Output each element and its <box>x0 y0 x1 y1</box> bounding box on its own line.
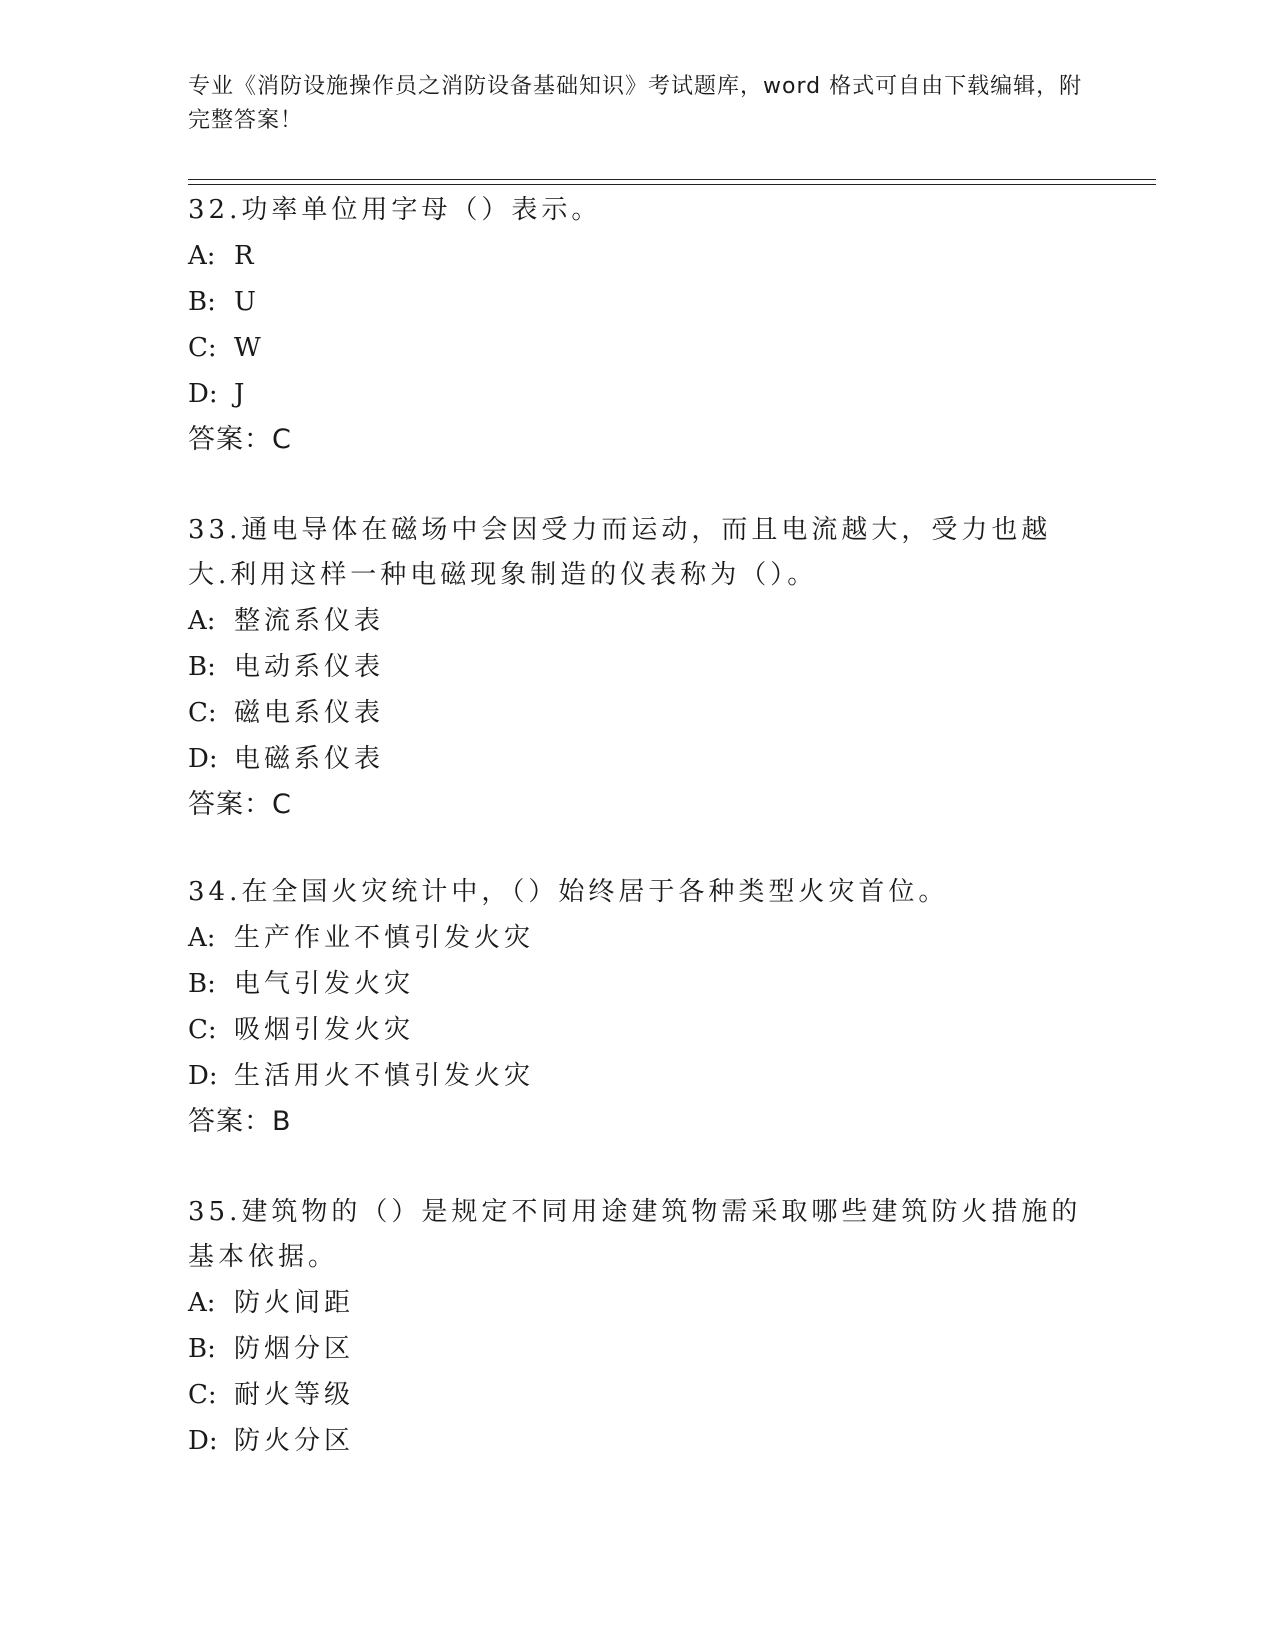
question-32 <box>188 188 1088 463</box>
option-text: 整流系仪表 <box>234 606 385 636</box>
option-text: J <box>234 379 249 409</box>
option-d <box>188 1053 1088 1099</box>
document-header: 专业《消防设施操作员之消防设备基础知识》考试题库，word 格式可自由下载编辑，附完整答案！ <box>188 74 1083 133</box>
option-text: 生活用火不慎引发火灾 <box>234 1061 535 1091</box>
option-text: 防火间距 <box>234 1288 355 1318</box>
question-34 <box>188 870 1088 1145</box>
option-letter: C: <box>188 1380 217 1410</box>
option-text: 电磁系仪表 <box>234 744 385 774</box>
option-letter: B: <box>188 969 216 999</box>
option-letter: B: <box>188 1334 216 1364</box>
option-d <box>188 1418 1088 1464</box>
answer-value: C <box>272 789 292 820</box>
option-text: 吸烟引发火灾 <box>234 1015 415 1045</box>
option-c <box>188 325 1088 371</box>
option-d <box>188 371 1088 417</box>
option-text: U <box>234 287 260 317</box>
option-b <box>188 1326 1088 1372</box>
answer-line <box>188 417 1088 463</box>
answer-prefix: 答案： <box>188 1106 272 1137</box>
option-a <box>188 915 1088 961</box>
option-a <box>188 598 1088 644</box>
header-divider-top <box>188 179 1156 180</box>
option-a <box>188 233 1088 279</box>
option-text: 电气引发火灾 <box>234 969 415 999</box>
option-letter: C: <box>188 1015 217 1045</box>
question-33 <box>188 508 1088 828</box>
answer-value: C <box>272 424 292 455</box>
option-b <box>188 279 1088 325</box>
option-text: 磁电系仪表 <box>234 698 385 728</box>
answer-prefix: 答案： <box>188 424 272 455</box>
option-letter: A: <box>188 606 216 636</box>
option-text: 防烟分区 <box>234 1334 355 1364</box>
option-text: R <box>234 241 258 271</box>
answer-line <box>188 782 1088 828</box>
option-letter: A: <box>188 923 216 953</box>
answer-line <box>188 1099 1088 1145</box>
option-letter: B: <box>188 652 216 682</box>
option-text: 生产作业不慎引发火灾 <box>234 923 535 953</box>
option-c <box>188 1372 1088 1418</box>
question-stem: 34.在全国火灾统计中，（）始终居于各种类型火灾首位。 <box>188 877 949 907</box>
option-letter: D: <box>188 744 218 774</box>
option-letter: B: <box>188 287 216 317</box>
option-d <box>188 736 1088 782</box>
option-c <box>188 1007 1088 1053</box>
option-a <box>188 1280 1088 1326</box>
header-divider-bottom <box>188 184 1156 185</box>
answer-value: B <box>272 1106 292 1137</box>
option-c <box>188 690 1088 736</box>
option-text: 耐火等级 <box>234 1380 355 1410</box>
option-letter: C: <box>188 698 217 728</box>
option-text: 防火分区 <box>234 1426 355 1456</box>
option-letter: D: <box>188 1426 218 1456</box>
option-letter: C: <box>188 333 217 363</box>
option-letter: A: <box>188 1288 216 1318</box>
option-text: W <box>234 333 265 363</box>
question-35 <box>188 1190 1088 1464</box>
option-letter: D: <box>188 379 218 409</box>
question-stem: 33.通电导体在磁场中会因受力而运动，而且电流越大，受力也越大.利用这样一种电磁现象制造的仪表称为（）。 <box>188 515 1052 590</box>
option-letter: D: <box>188 1061 218 1091</box>
option-b <box>188 961 1088 1007</box>
option-b <box>188 644 1088 690</box>
question-stem: 35.建筑物的（）是规定不同用途建筑物需采取哪些建筑防火措施的基本依据。 <box>188 1197 1082 1272</box>
question-stem: 32.功率单位用字母（）表示。 <box>188 195 602 225</box>
option-text: 电动系仪表 <box>234 652 385 682</box>
option-letter: A: <box>188 241 216 271</box>
answer-prefix: 答案： <box>188 789 272 820</box>
